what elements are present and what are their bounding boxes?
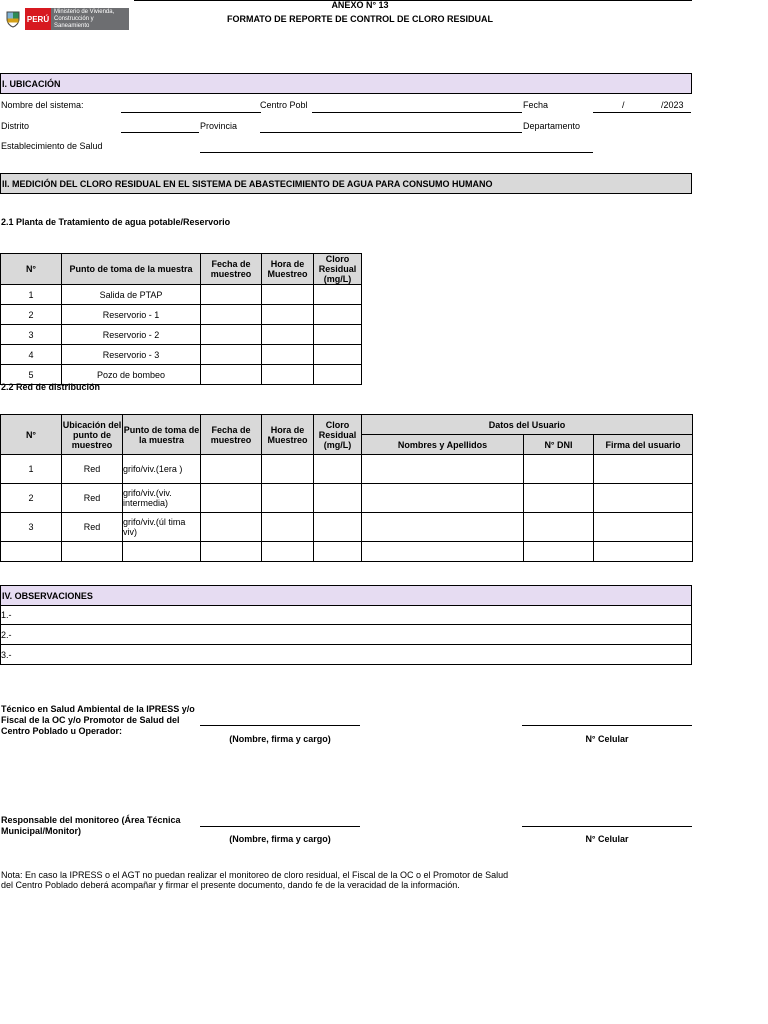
observacion-label: 1.- <box>1 609 12 620</box>
red-cell-fecha[interactable] <box>201 484 262 513</box>
tecnico-label: Técnico en Salud Ambiental de la IPRESS y/o Fiscal de la OC y/o Promotor de Salud del Centro Poblado u Operador: <box>1 704 195 736</box>
ptap-cell-fecha[interactable] <box>201 305 262 325</box>
ptap-cell-fecha[interactable] <box>201 285 262 305</box>
red-cell-firma[interactable] <box>594 484 693 513</box>
provincia-label: Provincia <box>200 121 238 131</box>
ptap-cell-n: 2 <box>1 305 62 325</box>
red-header-firma: Firma del usuario <box>594 435 693 455</box>
subsection-red-title: 2.2 Red de distribución <box>1 382 101 392</box>
red-cell-firma[interactable] <box>594 513 693 542</box>
fecha-field[interactable] <box>593 112 691 113</box>
ptap-header-n: N° <box>1 254 62 285</box>
red-cell-punto: grifo/viv.(viv. intermedia) <box>123 484 201 513</box>
red-cell-hora[interactable] <box>262 542 314 562</box>
ptap-cell-fecha[interactable] <box>201 325 262 345</box>
centro-poblado-field[interactable] <box>312 112 522 113</box>
section-ubicacion-header <box>0 73 692 94</box>
ptap-header-hora: Hora de Muestreo <box>262 254 314 285</box>
red-cell-nombres[interactable] <box>362 513 524 542</box>
red-cell-dni[interactable] <box>524 455 594 484</box>
responsable-nombre-caption: (Nombre, firma y cargo) <box>229 834 331 844</box>
red-cell-ubicacion: Red <box>62 455 123 484</box>
ptap-cell-n: 3 <box>1 325 62 345</box>
ptap-cell-hora[interactable] <box>262 285 314 305</box>
ptap-cell-fecha[interactable] <box>201 345 262 365</box>
ptap-cell-punto: Pozo de bombeo <box>62 365 201 385</box>
red-header-datos-usuario: Datos del Usuario <box>362 415 693 435</box>
red-cell-dni[interactable] <box>524 484 594 513</box>
ptap-cell-fecha[interactable] <box>201 365 262 385</box>
red-cell-cloro[interactable] <box>314 455 362 484</box>
logo-ministry-label: Ministerio de Vivienda, Construcción y Saneamiento <box>51 8 129 30</box>
red-cell-nombres[interactable] <box>362 484 524 513</box>
red-cell-punto: grifo/viv.(1era ) <box>123 455 201 484</box>
red-cell-fecha[interactable] <box>201 513 262 542</box>
tecnico-signature-line[interactable] <box>200 725 360 726</box>
table-row <box>1 305 362 325</box>
observacion-row-2[interactable] <box>0 625 692 645</box>
red-cell-hora[interactable] <box>262 484 314 513</box>
table-row <box>1 285 362 305</box>
provincia-field[interactable] <box>260 132 522 133</box>
section-medicion-header <box>0 173 692 194</box>
fecha-label: Fecha <box>523 100 549 110</box>
red-header-ubicacion: Ubicación del punto de muestreo <box>62 415 123 455</box>
ptap-table <box>0 253 362 385</box>
section-observaciones-title: IV. OBSERVACIONES <box>2 590 93 601</box>
section-medicion-title: II. MEDICIÓN DEL CLORO RESIDUAL EN EL SISTEMA DE ABASTECIMIENTO DE AGUA PARA CONSUMO HUMANO <box>2 178 493 189</box>
red-cell-n: 1 <box>1 455 62 484</box>
sistema-label: Nombre del sistema: <box>1 100 84 110</box>
red-cell-dni[interactable] <box>524 542 594 562</box>
red-cell-punto[interactable] <box>123 542 201 562</box>
ptap-cell-n: 1 <box>1 285 62 305</box>
ptap-cell-punto: Reservorio - 2 <box>62 325 201 345</box>
subsection-ptap-title: 2.1 Planta de Tratamiento de agua potable/Reservorio <box>1 217 231 227</box>
red-cell-firma[interactable] <box>594 455 693 484</box>
section-ubicacion-title: I. UBICACIÓN <box>2 78 61 89</box>
annex-number: ANEXO N° 13 <box>331 0 389 10</box>
distrito-label: Distrito <box>1 121 30 131</box>
observacion-row-1[interactable] <box>0 605 692 625</box>
form-title: FORMATO DE REPORTE DE CONTROL DE CLORO RESIDUAL <box>226 14 493 24</box>
red-table <box>0 414 693 562</box>
red-cell-firma[interactable] <box>594 542 693 562</box>
establecimiento-field[interactable] <box>200 152 593 153</box>
red-header-cloro: Cloro Residual (mg/L) <box>314 415 362 455</box>
ptap-cell-cloro[interactable] <box>314 305 362 325</box>
tecnico-phone-line[interactable] <box>522 725 692 726</box>
ptap-cell-n: 4 <box>1 345 62 365</box>
table-row <box>1 484 693 513</box>
red-cell-nombres[interactable] <box>362 455 524 484</box>
ministry-logo <box>4 7 134 31</box>
responsable-label: Responsable del monitoreo (Área Técnica Municipal/Monitor) <box>1 815 181 836</box>
red-cell-dni[interactable] <box>524 513 594 542</box>
red-header-nombres: Nombres y Apellidos <box>362 435 524 455</box>
red-cell-cloro[interactable] <box>314 484 362 513</box>
ptap-cell-hora[interactable] <box>262 305 314 325</box>
red-cell-ubicacion[interactable] <box>62 542 123 562</box>
table-row <box>1 325 362 345</box>
ptap-cell-cloro[interactable] <box>314 365 362 385</box>
ptap-cell-n: 5 <box>1 365 62 385</box>
responsable-celular-caption: N° Celular <box>585 834 629 844</box>
red-cell-fecha[interactable] <box>201 542 262 562</box>
distrito-field[interactable] <box>121 132 199 133</box>
red-header-n: N° <box>1 415 62 455</box>
red-cell-cloro[interactable] <box>314 513 362 542</box>
ptap-header-punto: Punto de toma de la muestra <box>62 254 201 285</box>
ptap-cell-hora[interactable] <box>262 365 314 385</box>
ptap-cell-punto: Reservorio - 3 <box>62 345 201 365</box>
red-cell-fecha[interactable] <box>201 455 262 484</box>
responsable-signature-line[interactable] <box>200 826 360 827</box>
establecimiento-label: Establecimiento de Salud <box>1 141 103 151</box>
ptap-cell-punto: Salida de PTAP <box>62 285 201 305</box>
red-cell-n[interactable] <box>1 542 62 562</box>
red-cell-hora[interactable] <box>262 455 314 484</box>
ptap-cell-cloro[interactable] <box>314 285 362 305</box>
logo-peru-label: PERÚ <box>25 8 51 30</box>
ptap-cell-hora[interactable] <box>262 325 314 345</box>
red-cell-punto: grifo/viv.(úl tima viv) <box>123 513 201 542</box>
ptap-cell-cloro[interactable] <box>314 325 362 345</box>
red-cell-ubicacion: Red <box>62 484 123 513</box>
ptap-header-cloro: Cloro Residual (mg/L) <box>314 254 362 285</box>
centro-poblado-label: Centro Pobl <box>260 100 308 110</box>
ptap-cell-cloro[interactable] <box>314 345 362 365</box>
ptap-header-fecha: Fecha de muestreo <box>201 254 262 285</box>
table-row <box>1 542 693 562</box>
observacion-row-3[interactable] <box>0 645 692 665</box>
table-row <box>1 345 362 365</box>
tecnico-celular-caption: N° Celular <box>585 734 629 744</box>
fecha-year: /2023 <box>661 100 684 110</box>
table-row <box>1 455 693 484</box>
red-header-dni: N° DNI <box>524 435 594 455</box>
responsable-phone-line[interactable] <box>522 826 692 827</box>
section-observaciones-header <box>0 585 692 606</box>
red-cell-n: 3 <box>1 513 62 542</box>
red-cell-hora[interactable] <box>262 513 314 542</box>
red-cell-n: 2 <box>1 484 62 513</box>
red-header-fecha: Fecha de muestreo <box>201 415 262 455</box>
table-row <box>1 513 693 542</box>
red-cell-cloro[interactable] <box>314 542 362 562</box>
fecha-separator: / <box>622 100 625 110</box>
red-header-punto: Punto de toma de la muestra <box>123 415 201 455</box>
departamento-label: Departamento <box>523 121 581 131</box>
tecnico-nombre-caption: (Nombre, firma y cargo) <box>229 734 331 744</box>
red-cell-ubicacion: Red <box>62 513 123 542</box>
red-header-hora: Hora de Muestreo <box>262 415 314 455</box>
ptap-cell-hora[interactable] <box>262 345 314 365</box>
coat-of-arms-icon <box>4 10 22 28</box>
ptap-cell-punto: Reservorio - 1 <box>62 305 201 325</box>
observacion-label: 3.- <box>1 649 12 660</box>
red-cell-nombres[interactable] <box>362 542 524 562</box>
sistema-field[interactable] <box>121 112 261 113</box>
observacion-label: 2.- <box>1 629 12 640</box>
footer-note: Nota: En caso la IPRESS o el AGT no puedan realizar el monitoreo de cloro residual, el Fiscal de la OC o el Promotor de Salud del Centro Poblado deberá acompañar y firmar el presente documento, dando fe de la veracidad de la información. <box>1 870 509 890</box>
